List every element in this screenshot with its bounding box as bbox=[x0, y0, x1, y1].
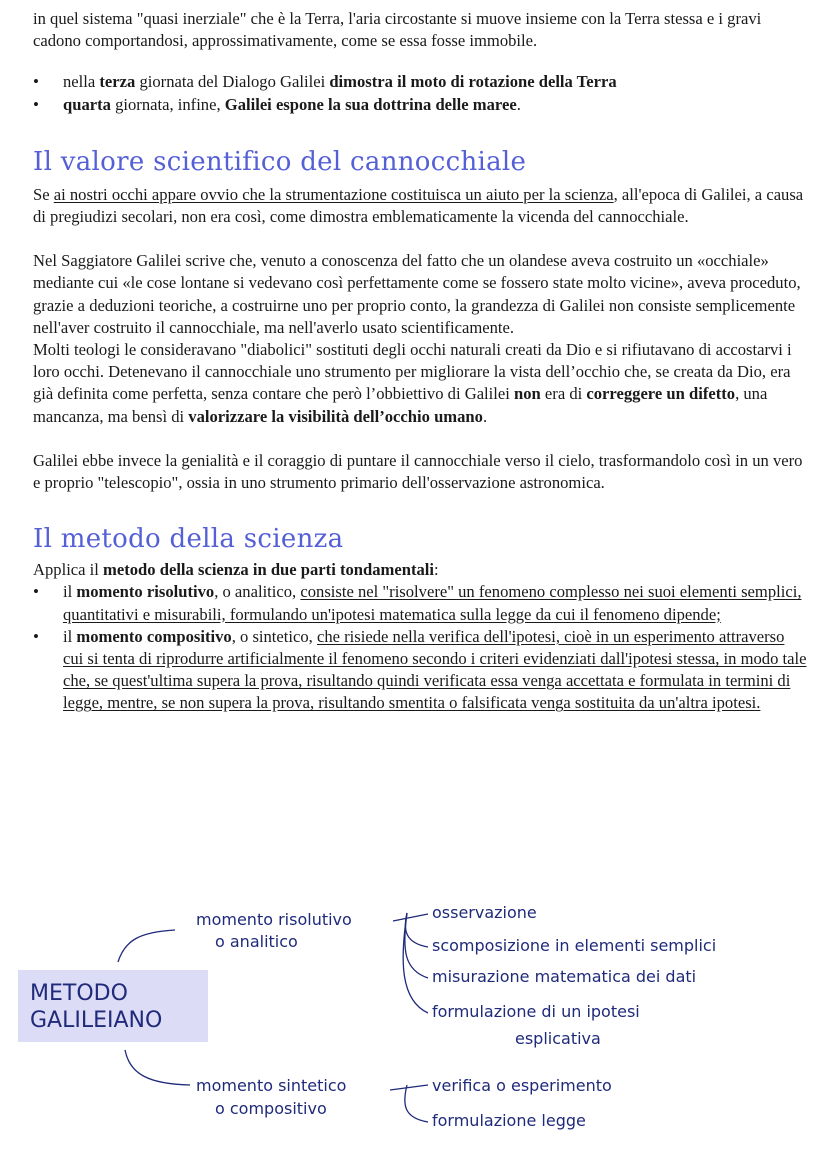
paragraph-cannocchiale-2: Nel Saggiatore Galilei scrive che, venuto a conoscenza del fatto che un olandese aveva costruito un «occhiale» mediante cui «le cose lontane si vedevano così perfettamente come se fossero state molto vicine», aveva proceduto, grazie a deduzioni teoriche, a costruirne uno per proprio conto, la grandezza di Galilei non consiste semplicemente nell'aver costruito il cannocchiale, ma nell'averlo usato scientificamente. bbox=[33, 251, 801, 337]
step-esplicativa: esplicativa bbox=[515, 1029, 601, 1048]
step-formulazione-legge: formulazione legge bbox=[432, 1111, 586, 1130]
branch2-label-2: o compositivo bbox=[215, 1099, 327, 1118]
list-item: • quarta giornata, infine, Galilei espone la sua dottrina delle maree. bbox=[33, 94, 808, 116]
section-title-cannocchiale: Il valore scientifico del cannocchiale bbox=[33, 146, 527, 177]
paragraph-cannocchiale-3: Molti teologi le consideravano "diabolici" sostituti degli occhi naturali creati da Dio e si rifiutavano di accostarvi i loro occhi. Detenevano il cannocchiale uno strumento per migliorare la vista dell’occhio che, se creata da Dio, era già definita come perfetta, senza contare che però l’obbiettivo di Galilei non era di correggere un difetto, una mancanza, ma bensì di valorizzare la visibilità dell’occhio umano. bbox=[33, 340, 792, 426]
branch2-label-1: momento sintetico bbox=[196, 1076, 347, 1095]
step-osservazione: osservazione bbox=[432, 903, 537, 922]
step-misurazione: misurazione matematica dei dati bbox=[432, 967, 697, 986]
branch1-label-1: momento risolutivo bbox=[196, 910, 352, 929]
paragraph-cannocchiale-4: Galilei ebbe invece la genialità e il coraggio di puntare il cannocchiale verso il cielo, trasformandolo così in un vero e proprio "telescopio", ossia in uno strumento primario dell'osservazione astronomica. bbox=[33, 450, 803, 493]
list-item: • nella terza giornata del Dialogo Galilei dimostra il moto di rotazione della Terra bbox=[33, 71, 808, 93]
step-verifica: verifica o esperimento bbox=[432, 1076, 612, 1095]
branch1-label-2: o analitico bbox=[215, 932, 298, 951]
list-item: • il momento risolutivo, o analitico, consiste nel "risolvere" un fenomeno complesso nei suoi elementi semplici, quantitativi e misurabili, formulando un'ipotesi matematica sulla legge da cui il fenomeno dipende; bbox=[33, 581, 808, 625]
center-label-2: GALILEIANO bbox=[30, 1008, 163, 1033]
list-item: • il momento compositivo, o sintetico, che risiede nella verifica dell'ipotesi, cioè in un esperimento attraverso cui si tenta di riprodurre artificialmente il fenomeno secondo i criteri evidenziati dall'ipotesi stessa, in modo tale che, se quest'ultima supera la prova, risultando quindi verificata essa venga accettata e formulata in termini di legge, mentre, se non supera la prova, risultando smentita o falsificata venga sostituita da un'altra ipotesi. bbox=[33, 626, 808, 715]
paragraph-cannocchiale-1: Se ai nostri occhi appare ovvio che la strumentazione costituisca un aiuto per la scienza, all'epoca di Galilei, a causa di pregiudizi secolari, non era così, come dimostra emblematicamente la vicenda del cannocchiale. bbox=[33, 184, 804, 227]
step-scomposizione: scomposizione in elementi semplici bbox=[432, 936, 717, 955]
center-label-1: METODO bbox=[30, 981, 128, 1006]
metodo-lead: Applica il metodo della scienza in due parti tondamentali: bbox=[33, 560, 439, 580]
intro-paragraph: in quel sistema "quasi inerziale" che è la Terra, l'aria circostante si muove insieme con la Terra stessa e i gravi cadono comportandosi, approssimativamente, come se essa fosse immobile. bbox=[33, 9, 762, 51]
section-title-metodo: Il metodo della scienza bbox=[33, 524, 344, 555]
step-formulazione-ipotesi: formulazione di un ipotesi bbox=[432, 1002, 640, 1021]
